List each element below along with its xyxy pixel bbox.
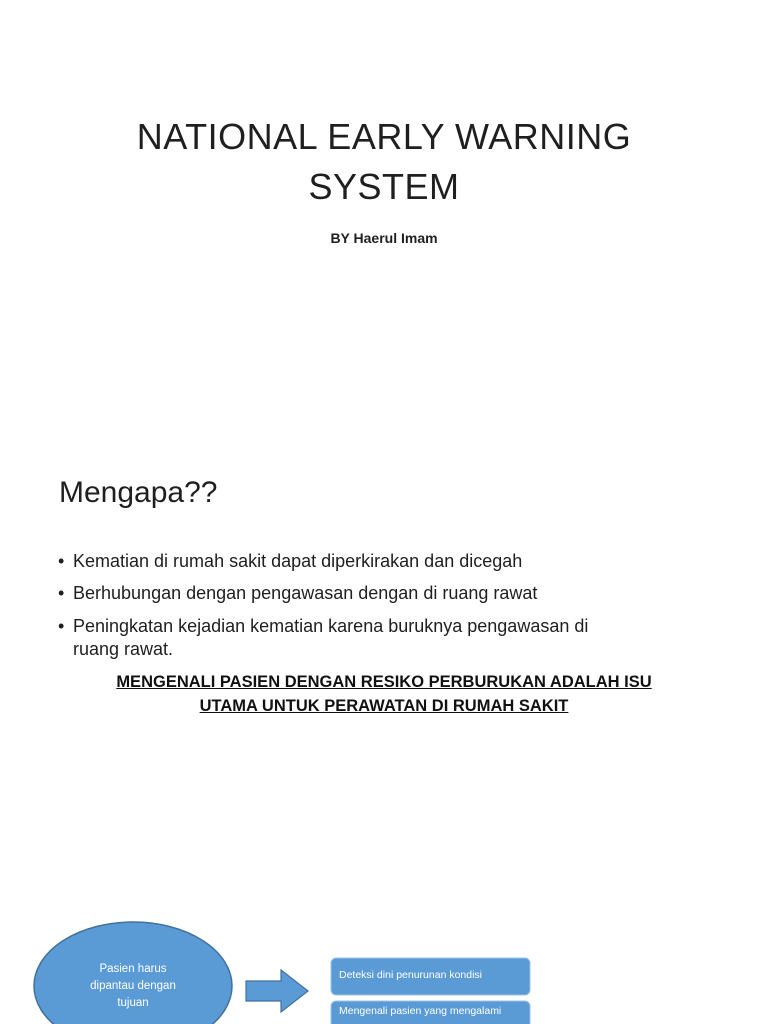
- bullet-dot-icon: •: [58, 583, 65, 603]
- bullet-text-continuation: ruang rawat.: [73, 639, 174, 659]
- title-slide: [0, 0, 768, 432]
- ellipse-label-line: tujuan: [117, 997, 149, 1009]
- key-message-line-1: MENGENALI PASIEN DENGAN RESIKO PERBURUKAN ADALAH ISU: [116, 673, 652, 691]
- ellipse-label-line: dipantau dengan: [90, 980, 176, 992]
- key-message-line-2: UTAMA UNTUK PERAWATAN DI RUMAH SAKIT: [199, 697, 569, 715]
- bullet-text: Peningkatan kejadian kematian karena buruknya pengawasan di: [73, 616, 589, 636]
- bullet-text: Berhubungan dengan pengawasan dengan di ruang rawat: [73, 583, 538, 603]
- slide-subtitle: BY Haerul Imam: [330, 230, 438, 246]
- mengapa-slide: [0, 432, 768, 864]
- slide-title-line-1: NATIONAL EARLY WARNING: [136, 116, 632, 157]
- ellipse-label-line: Pasien harus: [99, 963, 167, 975]
- bullet-item: [58, 583, 537, 604]
- slide-heading: Mengapa??: [59, 476, 218, 509]
- outcome-box-label: Mengenali pasien yang mengalami: [339, 1005, 502, 1017]
- outcome-box-label: Deteksi dini penurunan kondisi: [339, 969, 483, 981]
- bullet-text: Kematian di rumah sakit dapat diperkirakan dan dicegah: [73, 551, 523, 571]
- bullet-item: [58, 616, 588, 660]
- ellipse-label: [63, 961, 203, 1012]
- bullet-item: [58, 551, 522, 572]
- flow-arrow-icon: [246, 970, 308, 1012]
- bullet-dot-icon: •: [58, 616, 65, 636]
- bullet-dot-icon: •: [58, 551, 65, 571]
- flow-diagram-slide: [0, 864, 768, 1024]
- slide-title-line-2: SYSTEM: [308, 166, 460, 207]
